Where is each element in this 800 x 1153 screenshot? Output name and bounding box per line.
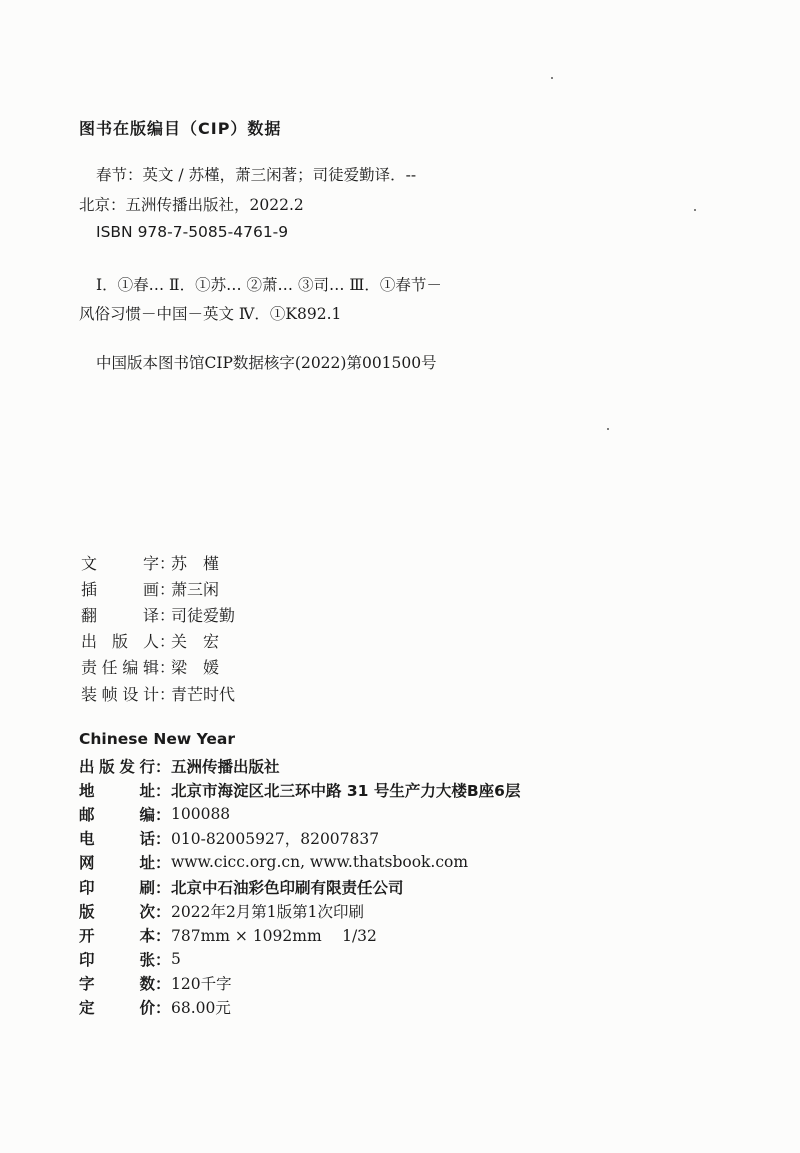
- specs-label-char: 版: [99, 758, 115, 777]
- specs-row: [79, 850, 520, 874]
- specs-label-char: 字: [79, 974, 95, 993]
- specs-value: 120千字: [171, 974, 232, 993]
- credits-label-char: 帧: [101, 684, 118, 704]
- specs-row: [79, 802, 520, 826]
- specs-colon: ：: [155, 878, 171, 897]
- specs-label: [79, 948, 155, 970]
- specs-label-char: 网: [79, 854, 95, 873]
- specs-value: www.cicc.org.cn, www.thatsbook.com: [171, 853, 469, 872]
- book-title: Chinese New Year: [79, 730, 236, 748]
- scan-speck: [694, 209, 696, 211]
- credits-label-char: 翻: [81, 605, 98, 625]
- specs-label-char: 次: [139, 902, 155, 921]
- credits-label-char: 装: [81, 684, 98, 704]
- specs-row: [79, 778, 520, 802]
- credits-value: 梁 媛: [171, 658, 220, 678]
- credits-label-char: 文: [81, 553, 98, 573]
- specs-value: 5: [171, 949, 181, 968]
- credits-value: 苏 槿: [171, 553, 220, 573]
- credits-label: [81, 629, 159, 652]
- specs-label-char: 出: [79, 758, 95, 777]
- specs-label-char: 开: [79, 926, 95, 945]
- cip-title: 图书在版编目（CIP）数据: [79, 119, 282, 138]
- credits-row: [81, 575, 235, 601]
- specs-row: [79, 971, 520, 995]
- specs-value: 68.00元: [171, 998, 231, 1017]
- specs-label-char: 价: [139, 998, 155, 1017]
- credits-label-char: 任: [101, 658, 118, 678]
- credits-label: [81, 655, 159, 678]
- specs-row: [79, 826, 520, 850]
- credits-label: [81, 682, 159, 705]
- credits-colon: ：: [159, 632, 176, 652]
- specs-colon: ：: [155, 854, 171, 873]
- credits-label-char: 人: [142, 632, 159, 652]
- specs-label-char: 行: [139, 758, 155, 777]
- specs-value: 010-82005927，82007837: [171, 830, 380, 849]
- credits-list: [81, 549, 235, 706]
- specs-label: [79, 803, 155, 825]
- specs-label-char: 定: [79, 998, 95, 1017]
- cip-line-isbn: ISBN 978-7-5085-4761-9: [96, 223, 289, 241]
- credits-label-char: 插: [81, 579, 98, 599]
- specs-label: [79, 876, 155, 898]
- specs-label-char: 印: [79, 878, 95, 897]
- scan-speck: [551, 77, 553, 79]
- credits-label-char: 版: [111, 632, 128, 652]
- specs-label-char: 版: [79, 902, 95, 921]
- credits-label-char: 编: [122, 658, 139, 678]
- cip-line-publisher: 北京：五洲传播出版社，2022.2: [79, 196, 304, 214]
- scan-speck: [607, 428, 609, 430]
- specs-label-char: 数: [139, 974, 155, 993]
- specs-colon: ：: [155, 902, 171, 921]
- credits-row: [81, 601, 235, 627]
- credits-label: [81, 551, 159, 574]
- credits-row: [81, 628, 235, 654]
- specs-label-char: 话: [139, 830, 155, 849]
- credits-row: [81, 549, 235, 575]
- specs-row: [79, 874, 520, 898]
- specs-value: 787mm × 1092mm 1/32: [171, 926, 377, 945]
- specs-colon: ：: [155, 974, 171, 993]
- specs-label-char: 址: [139, 782, 155, 801]
- credits-colon: ：: [159, 553, 176, 573]
- specs-row: [79, 899, 520, 923]
- specs-label-char: 本: [139, 926, 155, 945]
- specs-row: [79, 947, 520, 971]
- cip-line-classification: Ⅰ．①春… Ⅱ．①苏… ②萧… ③司… Ⅲ．①春节－: [96, 276, 442, 294]
- cip-line-title-authors: 春节：英文 / 苏槿，萧三闲著；司徒爱勤译．--: [96, 166, 417, 184]
- credits-value: 青芒时代: [171, 684, 236, 704]
- specs-label: [79, 972, 155, 994]
- specs-row: [79, 995, 520, 1019]
- specs-row: [79, 754, 520, 778]
- credits-label-char: 辑: [142, 658, 159, 678]
- credits-label-char: 译: [142, 605, 159, 625]
- specs-colon: ：: [155, 950, 171, 969]
- credits-value: 司徒爱勤: [171, 605, 236, 625]
- specs-label-char: 刷: [139, 878, 155, 897]
- specs-label-char: 发: [119, 758, 135, 777]
- credits-colon: ：: [159, 658, 176, 678]
- publication-specs: [79, 754, 520, 1019]
- credits-colon: ：: [159, 684, 176, 704]
- specs-label-char: 邮: [79, 806, 95, 825]
- specs-colon: ：: [155, 758, 171, 777]
- specs-label-char: 电: [79, 830, 95, 849]
- specs-label-char: 地: [79, 782, 95, 801]
- credits-value: 关 宏: [171, 632, 220, 652]
- specs-value: 北京中石油彩色印刷有限责任公司: [171, 878, 404, 897]
- specs-label-char: 印: [79, 950, 95, 969]
- specs-value: 五洲传播出版社: [171, 758, 280, 777]
- specs-label: [79, 827, 155, 849]
- specs-label-char: 址: [139, 854, 155, 873]
- specs-colon: ：: [155, 830, 171, 849]
- specs-label-char: 张: [139, 950, 155, 969]
- specs-colon: ：: [155, 926, 171, 945]
- credits-label-char: 设: [122, 684, 139, 704]
- credits-colon: ：: [159, 579, 176, 599]
- specs-label: [79, 924, 155, 946]
- cip-line-subject: 风俗习惯－中国－英文 Ⅳ．①K892.1: [79, 305, 342, 323]
- specs-label: [79, 996, 155, 1018]
- credits-label-char: 画: [142, 579, 159, 599]
- credits-label-char: 字: [142, 553, 159, 573]
- credits-label-char: 责: [81, 658, 98, 678]
- credits-label-char: 计: [142, 684, 159, 704]
- cip-line-record-number: 中国版本图书馆CIP数据核字(2022)第001500号: [96, 354, 437, 372]
- specs-label: [79, 755, 155, 777]
- specs-colon: ：: [155, 998, 171, 1017]
- specs-label: [79, 851, 155, 873]
- credits-row: [81, 680, 235, 706]
- specs-value: 100088: [171, 805, 231, 824]
- specs-colon: ：: [155, 782, 171, 801]
- specs-label: [79, 779, 155, 801]
- credits-row: [81, 654, 235, 680]
- specs-colon: ：: [155, 806, 171, 825]
- credits-label: [81, 577, 159, 600]
- specs-value: 北京市海淀区北三环中路 31 号生产力大楼B座6层: [171, 782, 521, 801]
- specs-label-char: 编: [139, 806, 155, 825]
- specs-value: 2022年2月第1版第1次印刷: [171, 902, 365, 921]
- credits-label: [81, 603, 159, 626]
- credits-value: 萧三闲: [171, 579, 220, 599]
- specs-row: [79, 923, 520, 947]
- credits-colon: ：: [159, 605, 176, 625]
- credits-label-char: 出: [81, 632, 98, 652]
- specs-label: [79, 900, 155, 922]
